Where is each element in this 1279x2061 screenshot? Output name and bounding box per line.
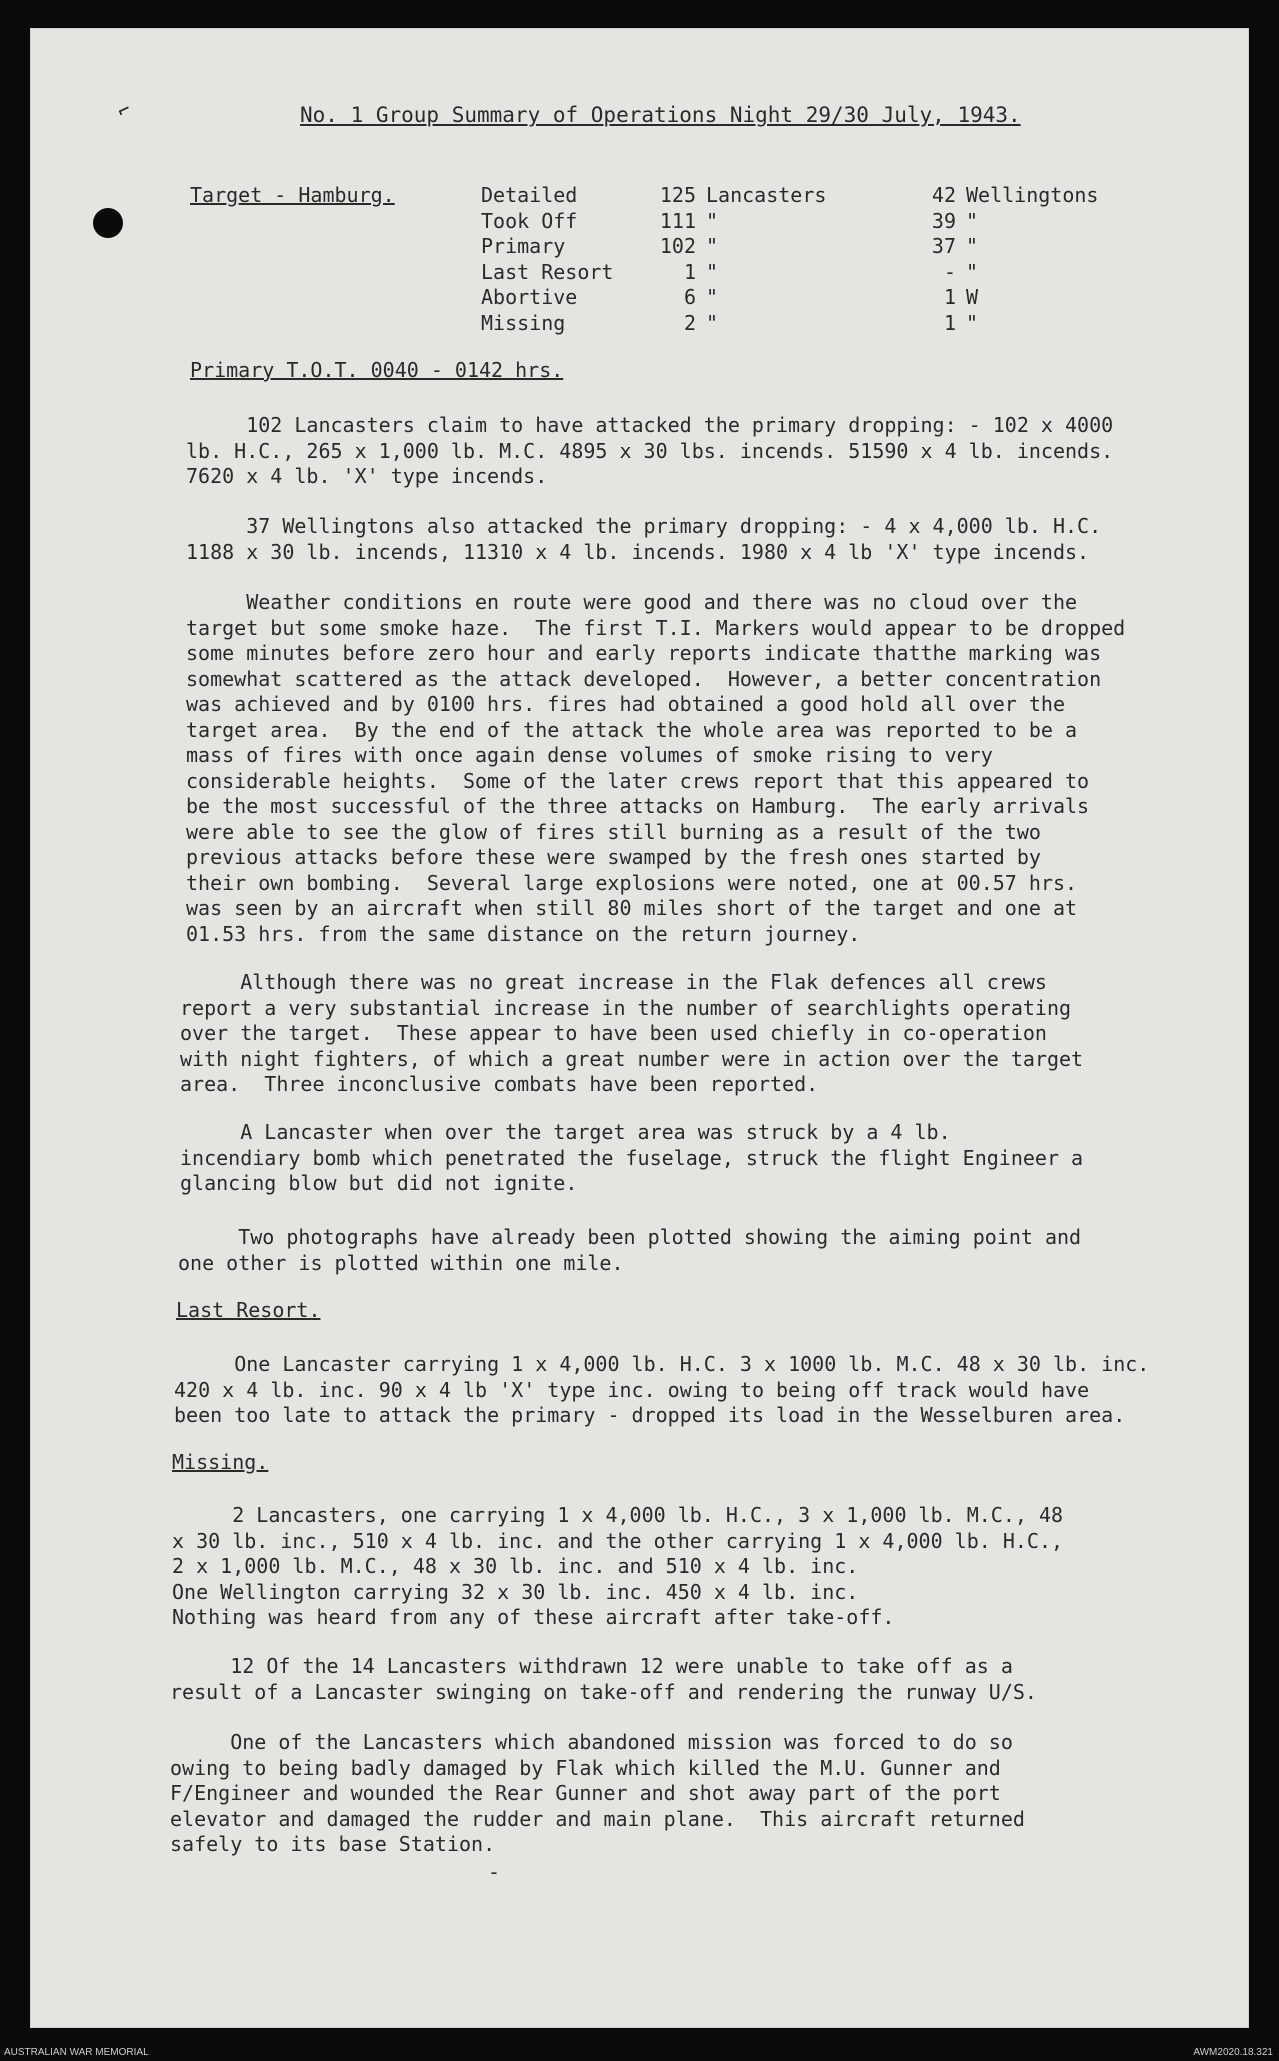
stats-label: Detailed (481, 183, 578, 207)
stats-row (481, 209, 1096, 235)
stats-row (481, 311, 1096, 337)
footer-archive-name: AUSTRALIAN WAR MEMORIAL (4, 2047, 149, 2058)
stats-wellington-count: 37 (931, 234, 956, 258)
punch-hole-mark (93, 208, 123, 238)
stats-row (481, 234, 1096, 260)
paragraph-photographs: Two photographs have already been plotted showing the aiming point and one other is plotted within one mile. (178, 1225, 1082, 1275)
stats-wellington-count: - (943, 259, 956, 284)
paragraph-wellingtons-primary: 37 Wellingtons also attacked the primary dropping: - 4 x 4,000 lb. H.C. 1188 x 30 lb. incends, 11310 x 4 lb. incends. 1980 x 4 lb 'X' type incends. (186, 514, 1102, 564)
stats-lancaster-unit: Lancasters (706, 183, 827, 207)
stats-label: Took Off (481, 208, 578, 233)
stats-wellington-unit: " (966, 234, 979, 258)
paragraph-damaged-lancaster: One of the Lancasters which abandoned mission was forced to do so owing to being badly damaged by Flak which killed the M.U. Gunner and F/Engineer and wounded the Rear Gunner and shot away part of the port elevator and damaged the rudder and main plane. This aircraft returned safely to its base Station. (170, 1730, 1025, 1856)
last-resort-heading: Last Resort. (176, 1298, 321, 1322)
stats-lancaster-count: 102 (659, 234, 696, 258)
paragraph-withdrawn: 12 Of the 14 Lancasters withdrawn 12 were unable to take off as a result of a Lancaster swinging on take-off and rendering the runway U/S. (170, 1654, 1037, 1704)
stats-lancaster-unit: " (706, 285, 719, 309)
target-label: Target - Hamburg. (190, 183, 395, 207)
stats-lancaster-count: 111 (659, 208, 696, 233)
sortie-stats-table (481, 183, 1099, 336)
pencil-mark: ⌐ (113, 96, 135, 124)
stats-wellington-unit: " (966, 208, 979, 233)
stats-label: Last Resort (481, 259, 614, 284)
stats-row (481, 183, 1099, 209)
stats-wellington-unit: " (966, 259, 979, 284)
stats-lancaster-count: 1 (683, 259, 696, 284)
stats-wellington-unit: " (966, 310, 979, 335)
stats-wellington-count: 1 (943, 285, 956, 309)
paragraph-lancasters-primary: 102 Lancasters claim to have attacked the primary dropping: - 102 x 4000 lb. H.C., 265 x 1,000 lb. M.C. 4895 x 30 lbs. incends. 51590 x 4 lb. incends. 7620 x 4 lb. 'X' type incends. (186, 413, 1114, 488)
stats-label: Abortive (481, 285, 578, 309)
paragraph-last-resort: One Lancaster carrying 1 x 4,000 lb. H.C. 3 x 1000 lb. M.C. 48 x 30 lb. inc. 420 x 4 lb. inc. 90 x 4 lb 'X' type inc. owing to being off track would have been too late to attack the primary - dropped its load in the Wesselburen area. (174, 1352, 1150, 1427)
missing-heading: Missing. (172, 1450, 269, 1474)
stats-label: Missing (481, 310, 566, 335)
paragraph-incendiary-strike: A Lancaster when over the target area was struck by a 4 lb. incendiary bomb which penetrated the fuselage, struck the flight Engineer a glancing blow but did not ignite. (180, 1120, 1084, 1195)
stats-row (481, 285, 1096, 311)
stats-lancaster-unit: " (706, 208, 719, 233)
stats-label: Primary (481, 234, 566, 258)
bottom-mark: - (488, 1860, 501, 1884)
stats-lancaster-count: 6 (683, 285, 696, 309)
stats-row (481, 260, 1096, 286)
footer-archive-id: AWM2020.18.321 (1193, 2047, 1273, 2058)
stats-lancaster-unit: " (706, 259, 719, 284)
stats-wellington-count: 39 (931, 208, 956, 233)
paragraph-missing: 2 Lancasters, one carrying 1 x 4,000 lb. H.C., 3 x 1,000 lb. M.C., 48 x 30 lb. inc., 510 x 4 lb. inc. and the other carrying 1 x 4,000 lb. H.C., 2 x 1,000 lb. M.C., 48 x 30 lb. inc. and 510 x 4 lb. inc. One Wellington carrying 32 x 30 lb. inc. 450 x 4 lb. inc. Nothing was heard from any of these aircraft after take-off. (172, 1503, 1064, 1629)
paragraph-weather: Weather conditions en route were good and there was no cloud over the target but some smoke haze. The first T.I. Markers would appear to be dropped some minutes before zero hour and early reports indicate thatthe marking was somewhat scattered as the attack developed. However, a better concentration was achieved and by 0100 hrs. fires had obtained a good hold all over the target area. By the end of the attack the whole area was reported to be a mass of fires with once again dense volumes of smoke rising to very considerable heights. Some of the later crews report that this appeared to be the most successful of the three attacks on Hamburg. The early arrivals were able to see the glow of fires still burning as a result of the two previous attacks before these were swamped by the fresh ones started by their own bombing. Several large explosions were noted, one at 00.57 hrs. was seen by an aircraft when still 80 miles short of the target and one at 01.53 hrs. from the same distance on the return journey. (186, 590, 1126, 946)
stats-wellington-count: 1 (943, 310, 956, 335)
stats-lancaster-unit: " (706, 234, 719, 258)
stats-lancaster-count: 125 (659, 183, 696, 207)
stats-lancaster-unit: " (706, 310, 719, 335)
stats-wellington-unit: Wellingtons (966, 183, 1099, 207)
primary-heading: Primary T.O.T. 0040 - 0142 hrs. (190, 358, 564, 382)
document-title: No. 1 Group Summary of Operations Night 29/30 July, 1943. (300, 103, 1021, 127)
stats-wellington-count: 42 (931, 183, 956, 207)
paragraph-defences: Although there was no great increase in the Flak defences all crews report a very substantial increase in the number of searchlights operating over the target. These appear to have been used chiefly in co-operation with night fighters, of which a great number were in action over the target area. Three inconclusive combats have been reported. (180, 970, 1084, 1096)
stats-wellington-unit: W (966, 285, 979, 309)
stats-lancaster-count: 2 (683, 310, 696, 335)
